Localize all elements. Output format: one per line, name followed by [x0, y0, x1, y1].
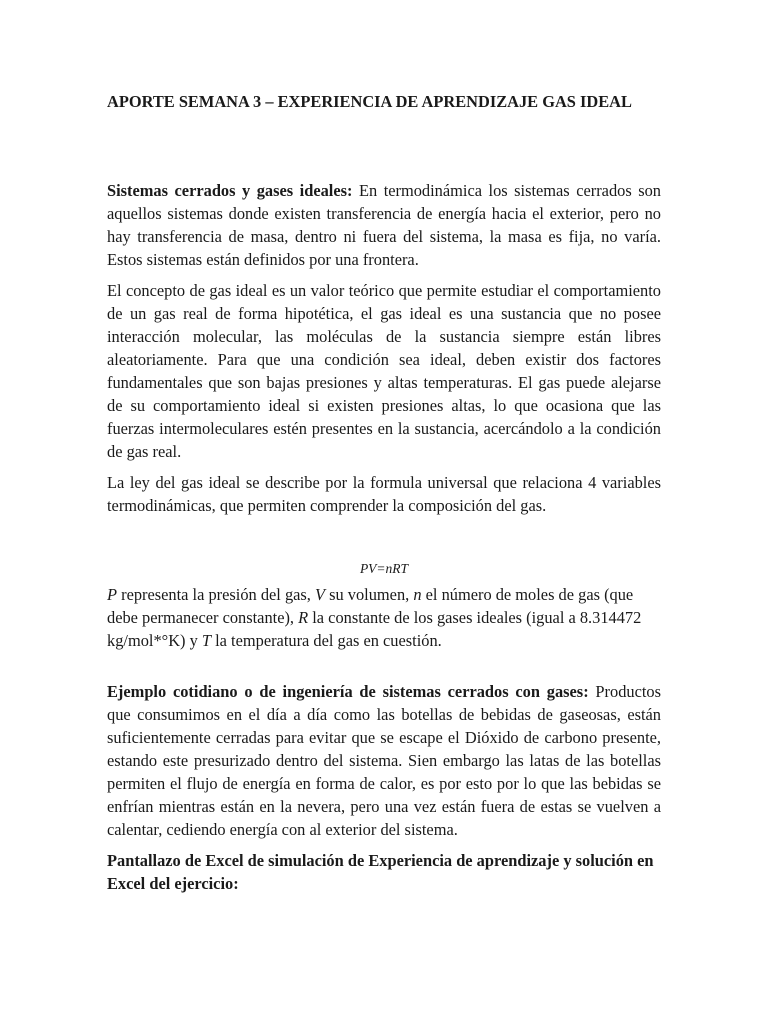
document-title: APORTE SEMANA 3 – EXPERIENCIA DE APRENDIZAJE GAS IDEAL [107, 92, 632, 111]
symbol-n: n [413, 585, 422, 604]
text-example: Productos que consumimos en el día a día como las botellas de bebidas de gaseosas, están suficientemente cerradas para evitar que se escape el Dióxido de carbono presente, estando este presurizado dentro del sistema. Sien embargo las latas de las botellas permiten el flujo de energía en forma de calor, es por esto por lo que las bebidas se enfrían mientras están en la nevera, pero una vez están fuera de estas se vuelven a calentar, cediendo energía con al exterior del sistema. [107, 682, 661, 839]
spacer [107, 136, 661, 179]
text-closed-systems: En termodinámica los sistemas cerrados son aquellos sistemas donde existen transferencia de energía hacia el exterior, pero no hay transferencia de masa, dentro ni fuera del sistema, la masa es fija, no varía. Estos sistemas están definidos por una frontera. [107, 181, 661, 269]
symbol-r: R [298, 608, 309, 627]
paragraph-closed-systems [107, 179, 661, 271]
paragraph-ideal-gas-concept: El concepto de gas ideal es un valor teórico que permite estudiar el comportamiento de un gas real de forma hipotética, el gas ideal es una sustancia que no posee interacción molecular, las moléculas de la sustancia siempre están libres aleatoriamente. Para que una condición sea ideal, deben existir dos factores fundamentales que son bajas presiones y altas temperaturas. El gas puede alejarse de su comportamiento ideal si existen presiones altas, lo que ocasiona que las fuerzas intermoleculares estén presentes en la sustancia, acercándolo a la condición de gas real. [107, 281, 661, 461]
text-v: su volumen, [325, 585, 414, 604]
text-n: el número de moles de gas (que debe permanecer constante), [107, 585, 634, 627]
paragraph-example [107, 680, 661, 841]
paragraph-variables [107, 583, 661, 652]
symbol-t: T [201, 631, 212, 650]
ideal-gas-formula: PV=nRT [359, 561, 409, 576]
document-page [107, 90, 661, 895]
symbol-p: P [107, 585, 118, 604]
heading-example: Ejemplo cotidiano o de ingeniería de sistemas cerrados con gases: [107, 682, 589, 701]
text-p: representa la presión del gas, [117, 585, 315, 604]
text-t: la temperatura del gas en cuestión. [211, 631, 442, 650]
heading-excel-screenshot: Pantallazo de Excel de simulación de Experiencia de aprendizaje y solución en Excel del ejercicio: [107, 851, 654, 893]
paragraph-ideal-gas-law: La ley del gas ideal se describe por la formula universal que relaciona 4 variables termodinámicas, que permiten comprender la composición del gas. [107, 473, 661, 515]
heading-closed-systems: Sistemas cerrados y gases ideales: [107, 181, 353, 200]
text-r: la constante de los gases ideales (igual a 8.314472 kg/mol*°K) y [107, 608, 642, 650]
symbol-v: V [315, 585, 326, 604]
